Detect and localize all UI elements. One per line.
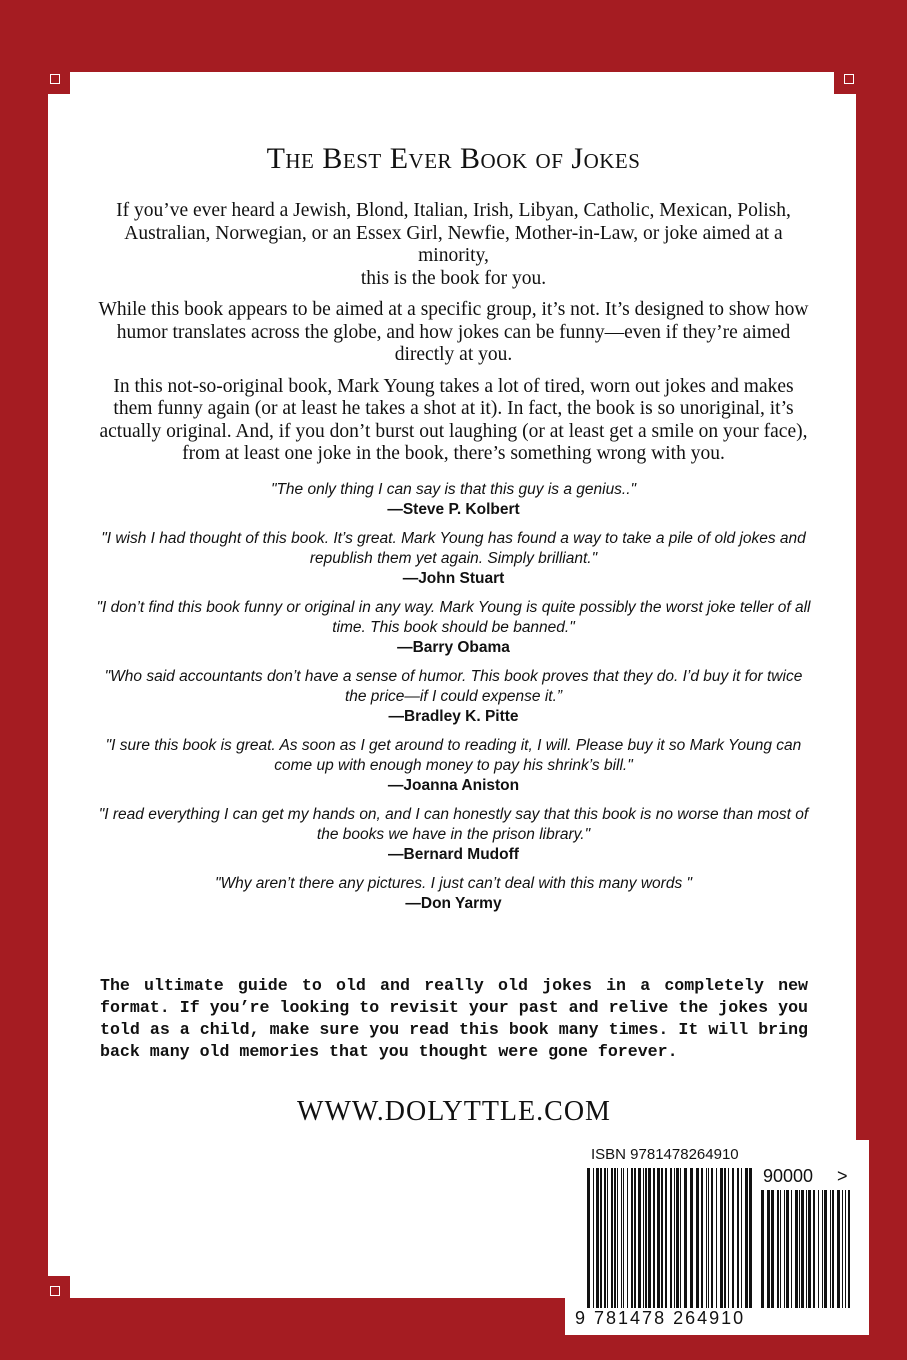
testimonial-author: —Don Yarmy <box>405 894 502 912</box>
barcode-bar <box>593 1168 594 1308</box>
book-blurb: The ultimate guide to old and really old jokes in a completely new format. If you’re looking to revisit your past and relive the jokes you told as a child, make sure you read this book many times. It will bring back many old memories that you thought were gone forever. <box>100 976 808 1061</box>
barcode-bar <box>771 1190 774 1308</box>
price-barcode-bars <box>761 1190 857 1330</box>
barcode-bar <box>808 1190 811 1308</box>
barcode-bar <box>634 1168 636 1308</box>
testimonial-text: "I wish I had thought of this book. It’s great. Mark Young has found a way to take a pile of old jokes and republish them yet again. Simply brilliant." <box>101 529 806 567</box>
barcode-bar <box>690 1168 693 1308</box>
barcode-bar <box>665 1168 667 1308</box>
testimonial-text: "Who said accountants don’t have a sense of humor. This book proves that they do. I’d buy it for twice the price—if I could expense it.” <box>104 667 803 705</box>
testimonial-author: —Barry Obama <box>397 638 510 656</box>
intro-paragraph: While this book appears to be aimed at a specific group, it’s not. It’s designed to show how humor translates across the globe, and how jokes can be funny—even if they’re aimed directly at you. <box>98 299 809 365</box>
testimonial <box>95 805 812 865</box>
barcode-bar <box>728 1168 729 1308</box>
testimonial <box>95 736 812 796</box>
testimonial <box>95 667 812 727</box>
testimonial <box>95 874 812 914</box>
book-title: The Best Ever Book of Jokes <box>266 142 641 175</box>
testimonial <box>95 529 812 589</box>
barcode-bar <box>638 1168 641 1308</box>
barcode-bar <box>680 1168 681 1308</box>
barcode-bar <box>661 1168 663 1308</box>
testimonial-text: "The only thing I can say is that this guy is a genius.." <box>270 480 637 498</box>
barcode-bar <box>795 1190 798 1308</box>
testimonials <box>95 480 812 914</box>
barcode-bar <box>737 1168 739 1308</box>
testimonial-author: —Steve P. Kolbert <box>387 500 520 518</box>
barcode-bar <box>611 1168 613 1308</box>
barcode-bar <box>708 1168 709 1308</box>
barcode-bar <box>761 1190 764 1308</box>
barcode-bar <box>784 1190 785 1308</box>
barcode-bar <box>791 1190 792 1308</box>
barcode-bar <box>724 1168 726 1308</box>
barcode-bar <box>813 1190 815 1308</box>
testimonial <box>95 598 812 658</box>
barcode-bar <box>822 1190 823 1308</box>
intro-paragraph-line: If you’ve ever heard a Jewish, Blond, Italian, Irish, Libyan, Catholic, Mexican, Polish, Australian, Norwegian, or an Essex Girl, Newfie, Mother-in-Law, or joke aimed at a minority, <box>116 200 791 266</box>
barcode-bar <box>818 1190 819 1308</box>
intro-text <box>95 200 812 466</box>
barcode-bar <box>657 1168 660 1308</box>
corner-notch-top-right <box>834 72 856 94</box>
barcode-bar <box>732 1168 734 1308</box>
barcode-bar <box>621 1168 622 1308</box>
barcode-bar <box>643 1168 644 1308</box>
barcode-bar <box>799 1190 800 1308</box>
barcode-bar <box>767 1190 770 1308</box>
barcode-bar <box>623 1168 624 1308</box>
testimonial-text: "Why aren’t there any pictures. I just can’t deal with this many words " <box>214 874 693 892</box>
barcode-bar <box>842 1190 843 1308</box>
testimonial-author: —Bradley K. Pitte <box>388 707 519 725</box>
barcode-bar <box>701 1168 703 1308</box>
barcode-bar <box>617 1168 618 1308</box>
testimonial-author: —John Stuart <box>402 569 505 587</box>
barcode-bar <box>716 1168 717 1308</box>
testimonial-author: —Joanna Aniston <box>387 776 520 794</box>
testimonial-text: "I read everything I can get my hands on, and I can honestly say that this book is no worse than most of the books we have in the prison library." <box>98 805 809 843</box>
intro-paragraph: In this not-so-original book, Mark Young takes a lot of tired, worn out jokes and makes them funny again (or at least he takes a shot at it). In fact, the book is so unoriginal, it’s actually original. And, if you don’t burst out laughing (or at least get a smile on your face), from at least one joke in the book, there’s something wrong with you. <box>99 375 808 464</box>
barcode-bar <box>648 1168 651 1308</box>
barcode-bar <box>824 1190 827 1308</box>
barcode-bar <box>780 1190 781 1308</box>
barcode-bar <box>830 1190 831 1308</box>
price-code: 90000 <box>763 1166 814 1186</box>
testimonial-text: "I don’t find this book funny or original in any way. Mark Young is quite possibly the worst joke teller of all time. This book should be banned." <box>96 598 811 636</box>
barcode-bar <box>777 1190 779 1308</box>
cover-content <box>95 142 812 923</box>
barcode-bar <box>645 1168 647 1308</box>
barcode-bar <box>676 1168 679 1308</box>
barcode-bar <box>837 1190 840 1308</box>
barcode-bar <box>696 1168 699 1308</box>
intro-paragraph-line: this is the book for you. <box>360 267 547 289</box>
barcode-bar <box>627 1168 628 1308</box>
barcode-bar <box>596 1168 599 1308</box>
isbn-digits: 9 781478 264910 <box>575 1308 746 1328</box>
isbn-barcode <box>565 1140 869 1335</box>
barcode-bar <box>848 1190 850 1308</box>
barcode-bar <box>614 1168 616 1308</box>
barcode-bar <box>741 1168 742 1308</box>
intro-paragraph <box>95 200 812 290</box>
barcode-bar <box>720 1168 723 1308</box>
testimonial-author: —Bernard Mudoff <box>388 845 519 863</box>
barcode-bar <box>587 1168 590 1308</box>
corner-notch-top-left <box>48 72 70 94</box>
barcode-bar <box>653 1168 655 1308</box>
barcode-bar <box>607 1168 608 1308</box>
barcode-bar <box>684 1168 687 1308</box>
barcode-bar <box>786 1190 789 1308</box>
barcode-bar <box>604 1168 606 1308</box>
barcode-bar <box>670 1168 672 1308</box>
barcode-bar <box>631 1168 633 1308</box>
barcode-bars <box>587 1168 757 1308</box>
testimonial-text: "I sure this book is great. As soon as I get around to reading it, I will. Please buy it so Mark Young can come up with enough money to pay his shrink’s bill." <box>105 736 802 774</box>
barcode-bar <box>600 1168 602 1308</box>
price-arrow: > <box>837 1166 848 1186</box>
barcode-bar <box>706 1168 707 1308</box>
barcode-bar <box>832 1190 834 1308</box>
barcode-bar <box>711 1168 713 1308</box>
testimonial <box>95 480 812 520</box>
barcode-bar <box>845 1190 846 1308</box>
barcode-bar <box>749 1168 752 1308</box>
barcode-bar <box>745 1168 748 1308</box>
barcode-bar <box>806 1190 807 1308</box>
isbn-label: ISBN 9781478264910 <box>591 1146 739 1163</box>
website-url: WWW.DOLYTTLE.COM <box>297 1096 611 1127</box>
barcode-bar <box>674 1168 675 1308</box>
barcode-bar <box>801 1190 804 1308</box>
corner-notch-bottom-left <box>48 1276 70 1298</box>
